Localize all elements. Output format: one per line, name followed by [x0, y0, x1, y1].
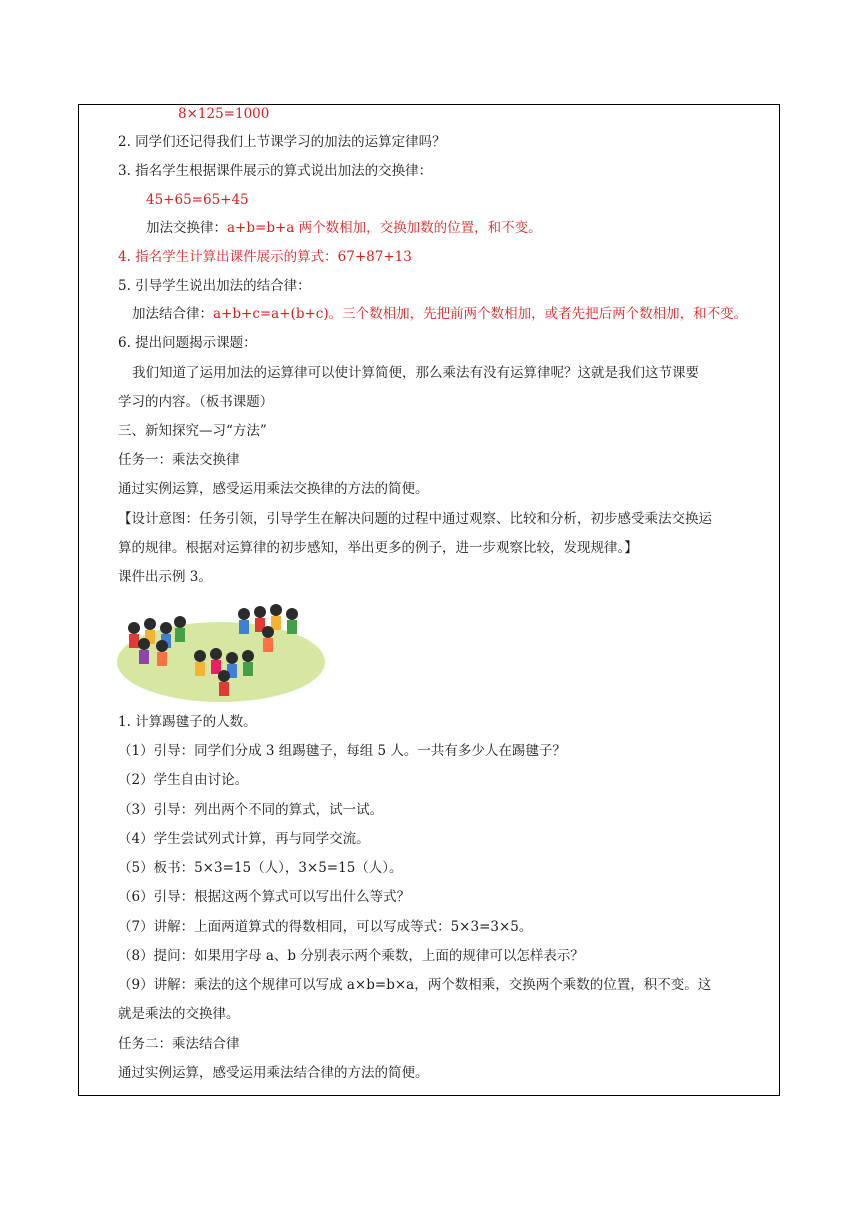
design-intent-line1: 【设计意图：任务引领，引导学生在解决问题的过程中通过观察、比较和分析，初步感受乘法交换运 [118, 511, 712, 527]
equation-8x125: 8×125=1000 [178, 106, 270, 122]
assoc-label: 加法结合律： [132, 306, 213, 322]
step-6-topic: 6. 提出问题揭示课题： [118, 335, 257, 351]
task-2-description: 通过实例运算，感受运用乘法结合律的方法的简便。 [118, 1065, 429, 1081]
step-5-associative: 5. 引导学生说出加法的结合律： [118, 278, 311, 294]
step-4-calc [118, 247, 412, 267]
item-1-6: （6）引导：根据这两个算式可以写出什么等式？ [118, 889, 411, 905]
item-1-4: （4）学生尝试列式计算，再与同学交流。 [118, 831, 370, 847]
law-label: 加法交换律： [146, 220, 227, 236]
item-1-2: （2）学生自由讨论。 [118, 772, 249, 788]
item-1-9-line2: 就是乘法的交换律。 [118, 1006, 240, 1022]
item-1-count-people: 1. 计算踢毽子的人数。 [118, 714, 257, 730]
example-3-label: 课件出示例 3。 [118, 569, 212, 585]
section-heading-3: 三、新知探究—习“方法” [118, 423, 267, 439]
addition-associative-law [132, 304, 747, 324]
item-1-3: （3）引导：列出两个不同的算式，试一试。 [118, 802, 384, 818]
intro-paragraph-line2: 学习的内容。（板书课题） [118, 394, 274, 410]
task-1-description: 通过实例运算，感受运用乘法交换律的方法的简便。 [118, 481, 429, 497]
item-1-7: （7）讲解：上面两道算式的得数相同，可以写成等式：5×3=3×5。 [118, 919, 533, 935]
law-text: a+b=b+a 两个数相加，交换加数的位置，和不变。 [227, 220, 542, 236]
item-1-8: （8）提问：如果用字母 a、b 分别表示两个乘数，上面的规律可以怎样表示？ [118, 948, 584, 964]
design-intent-line2: 算的规律。根据对运算律的初步感知，举出更多的例子，进一步观察比较，发现规律。】 [118, 540, 638, 556]
task-2-heading: 任务二：乘法结合律 [118, 1036, 240, 1052]
step-3-commutative: 3. 指名学生根据课件展示的算式说出加法的交换律： [118, 163, 433, 179]
task-1-heading: 任务一：乘法交换律 [118, 452, 240, 468]
addition-commutative-law [146, 218, 542, 238]
assoc-text: a+b+c=a+(b+c)。三个数相加，先把前两个数相加，或者先把后两个数相加，和不变。 [213, 306, 748, 322]
expression-67-87-13: 67+87+13 [337, 249, 412, 265]
children-kicking-shuttlecock-illustration [116, 598, 326, 704]
step-4-text: 4. 指名学生计算出课件展示的算式： [118, 249, 338, 265]
item-1-9-line1: （9）讲解：乘法的这个规律可以写成 a×b=b×a，两个数相乘，交换两个乘数的位置，积不变。这 [118, 977, 712, 993]
item-1-5: （5）板书：5×3=15（人），3×5=15（人）。 [118, 860, 403, 876]
question-addition-laws: 2. 同学们还记得我们上节课学习的加法的运算定律吗？ [118, 134, 446, 150]
item-1-1: （1）引导：同学们分成 3 组踢毽子，每组 5 人。一共有多少人在踢毽子？ [118, 743, 566, 759]
intro-paragraph-line1: 我们知道了运用加法的运算律可以使计算简便，那么乘法有没有运算律呢？这就是我们这节课要 [132, 365, 699, 381]
equation-45-65: 45+65=65+45 [146, 192, 249, 208]
